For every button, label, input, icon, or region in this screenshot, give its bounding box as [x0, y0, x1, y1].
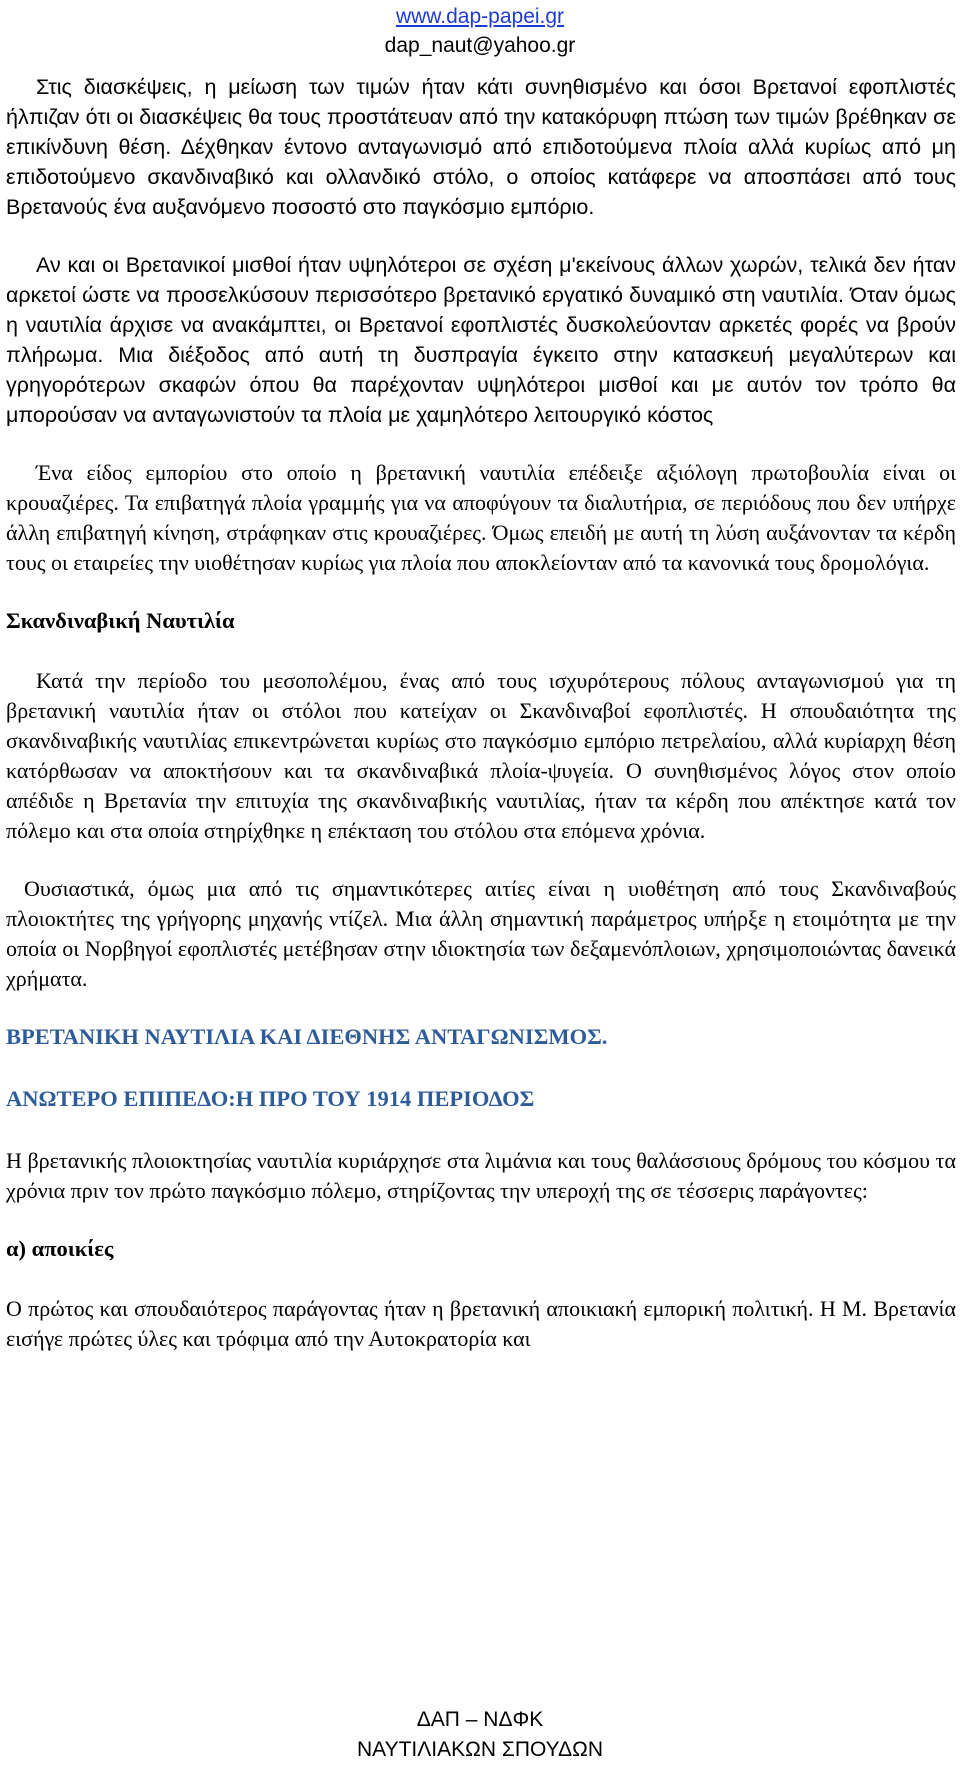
paragraph-colonial-policy: Ο πρώτος και σπουδαιότερος παράγοντας ήταν η βρετανική αποικιακή εμπορική πολιτική. Η Μ. Βρετανία εισήγε πρώτες ύλες και τρόφιμα από την Αυτοκρατορία και: [6, 1296, 956, 1351]
footer-line-1: ΔΑΠ – ΝΔΦΚ: [416, 1708, 544, 1731]
website-link[interactable]: www.dap-papei.gr: [395, 5, 565, 28]
page-footer: [0, 1705, 960, 1765]
heading-pre-1914-period: ΑΝΩΤΕΡΟ ΕΠΙΠΕΔΟ:Η ΠΡΟ ΤΟΥ 1914 ΠΕΡΙΟΔΟΣ: [6, 1086, 535, 1111]
email-address: dap_naut@yahoo.gr: [384, 34, 576, 57]
paragraph-four-factors: Η βρετανικής πλοιοκτησίας ναυτιλία κυριάρχησε στα λιμάνια και τους θαλάσσιους δρόμους του κόσμου τα χρόνια πριν τον πρώτο παγκόσμιο πόλεμο, στηρίζοντας την υπεροχή της σε τέσσερις παράγοντες:: [6, 1148, 956, 1203]
page-header: [0, 2, 960, 60]
heading-colonies: α) αποικίες: [6, 1236, 114, 1261]
heading-scandinavian-shipping: Σκανδιναβική Ναυτιλία: [6, 608, 235, 633]
paragraph-wages: Αν και οι Βρετανικοί μισθοί ήταν υψηλότεροι σε σχέση μ'εκείνους άλλων χωρών, τελικά δεν ήταν αρκετοί ώστε να προσελκύσουν περισσότερο βρετανικό εργατικό δυναμικό στη ναυτιλία. Όταν όμως η ναυτιλία άρχισε να ανακάμπτει, οι Βρετανοί εφοπλιστές δυσκολεύονταν αρκετές φορές να βρούν πλήρωμα. Μια διέξοδος από αυτή τη δυσπραγία έγκειτο στην κατασκευή μεγαλύτερων και γρηγορότερων σκαφών όπου θα παρέχονταν υψηλότεροι μισθοί και με αυτόν τον τρόπο θα μπορούσαν να ανταγωνιστούν τα πλοία με χαμηλότερο λειτουργικό κόστος: [6, 253, 956, 427]
footer-line-2: ΝΑΥΤΙΛΙΑΚΩΝ ΣΠΟΥΔΩΝ: [356, 1738, 603, 1761]
paragraph-interwar: Κατά την περίοδο του μεσοπολέμου, ένας από τους ισχυρότερους πόλους ανταγωνισμού για τη βρετανική ναυτιλία ήταν οι στόλοι που κατείχαν οι Σκανδιναβοί εφοπλιστές. Η σπουδαιότητα της σκανδιναβικής ναυτιλίας επικεντρώνεται κυρίως στο παγκόσμιο εμπόριο πετρελαίου, αλλά κυρίαρχη θέση κατόρθωσαν να αποκτήσουν και τα σκανδιναβικά πλοία-ψυγεία. Ο συνηθισμένος λόγος στον οποίο απέδιδε η Βρετανία την επιτυχία της σκανδιναβικής ναυτιλίας, ήταν τα κέρδη που απέκτησε κατά τον πόλεμο και στα οποία στηρίχθηκε η επέκταση του στόλου στα επόμενα χρόνια.: [6, 668, 956, 843]
paragraph-cruises: Ένα είδος εμπορίου στο οποίο η βρετανική ναυτιλία επέδειξε αξιόλογη πρωτοβουλία είναι οι κρουαζιέρες. Τα επιβατηγά πλοία γραμμής για να αποφύγουν τα διαλυτήρια, σε περιόδους που δεν υπήρχε άλλη επιβατηγή κίνηση, στράφηκαν στις κρουαζιέρες. Όμως επειδή με αυτή τη λύση αυξάνονταν τα κέρδη τους οι εταιρείες την υιοθέτησαν κυρίως για πλοία που αποκλείονταν από τα κανονικά τους δρομολόγια.: [6, 460, 956, 575]
document-body: [6, 72, 956, 1382]
paragraph-diesel: Ουσιαστικά, όμως μια από τις σημαντικότερες αιτίες είναι η υιοθέτηση από τους Σκανδιναβούς πλοιοκτήτες της γρήγορης μηχανής ντίζελ. Μια άλλη σημαντική παράμετρος υπήρξε η ετοιμότητα με την οποία οι Νορβηγοί εφοπλιστές μετέβησαν στην ιδιοκτησία των δεξαμενόπλοιων, χρησιμοποιώντας δανεικά χρήματα.: [6, 876, 956, 991]
heading-british-shipping-competition: ΒΡΕΤΑΝΙΚΗ ΝΑΥΤΙΛΙΑ ΚΑΙ ΔΙΕΘΝΗΣ ΑΝΤΑΓΩΝΙΣΜΟΣ.: [6, 1024, 608, 1049]
paragraph-conferences: Στις διασκέψεις, η μείωση των τιμών ήταν κάτι συνηθισμένο και όσοι Βρετανοί εφοπλιστές ήλπιζαν ότι οι διασκέψεις θα τους προστάτευαν από την κατακόρυφη πτώση των τιμών βρέθηκαν σε επικίνδυνη θέση. Δέχθηκαν έντονο ανταγωνισμό από επιδοτούμενα πλοία αλλά κυρίως από μη επιδοτούμενο σκανδιναβικό και ολλανδικό στόλο, ο οποίος κατάφερε να αποσπάσει από τους Βρετανούς ένα αυξανόμενο ποσοστό στο παγκόσμιο εμπόριο.: [6, 75, 956, 219]
